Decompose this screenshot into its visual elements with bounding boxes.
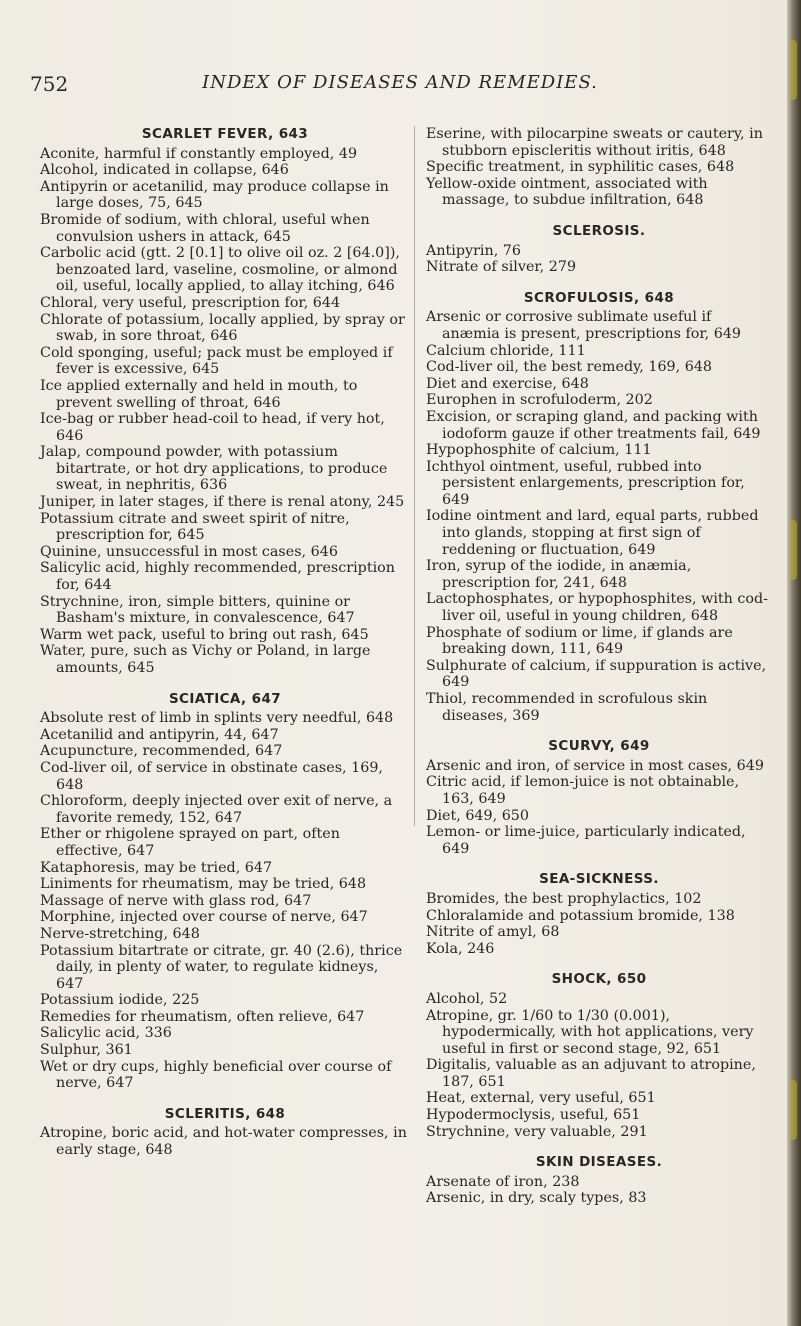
index-entry: Strychnine, very valuable, 291 bbox=[426, 1123, 648, 1140]
index-entry: Ice applied externally and held in mouth, to prevent swelling of throat, 646 bbox=[40, 377, 358, 411]
index-entry: Massage of nerve with glass rod, 647 bbox=[40, 892, 312, 909]
index-entry: Bromide of sodium, with chloral, useful when convulsion ushers in attack, 645 bbox=[40, 211, 370, 245]
index-entry: Arsenate of iron, 238 bbox=[426, 1173, 580, 1190]
index-section bbox=[426, 738, 772, 857]
column-divider bbox=[414, 126, 415, 826]
index-entry: Sulphur, 361 bbox=[40, 1042, 133, 1059]
index-entry: Europhen in scrofuloderm, 202 bbox=[426, 392, 653, 409]
index-section bbox=[426, 126, 772, 209]
index-entry: Aconite, harmful if constantly employed, 49 bbox=[40, 145, 358, 162]
index-entry: Hypophosphite of calcium, 111 bbox=[426, 442, 652, 459]
index-entry: Nitrate of silver, 279 bbox=[426, 259, 577, 276]
page-header bbox=[30, 68, 770, 108]
index-entry: Arsenic, in dry, scaly types, 83 bbox=[426, 1190, 647, 1207]
index-entry: Potassium bitartrate or citrate, gr. 40 (2.6), thrice daily, in plenty of water, to regulate kidneys, 647 bbox=[40, 942, 403, 992]
index-section bbox=[40, 1106, 410, 1159]
index-entry: Jalap, compound powder, with potassium bitartrate, or hot dry applications, to produce sweat, in nephritis, 636 bbox=[40, 444, 388, 494]
index-entry: Diet, 649, 650 bbox=[426, 807, 529, 824]
section-heading: SCARLET FEVER, 643 bbox=[141, 126, 309, 142]
index-entry: Quinine, unsuccessful in most cases, 646 bbox=[40, 543, 338, 560]
index-entry: Acetanilid and antipyrin, 44, 647 bbox=[40, 726, 279, 743]
index-entry: Cod-liver oil, the best remedy, 169, 648 bbox=[426, 359, 713, 376]
section-heading: SCLERITIS, 648 bbox=[164, 1105, 286, 1122]
index-entry: Calcium chloride, 111 bbox=[426, 342, 586, 359]
index-entry: Lemon- or lime-juice, particularly indicated, 649 bbox=[426, 824, 746, 857]
index-entry: Ice-bag or rubber head-coil to head, if very hot, 646 bbox=[40, 411, 385, 444]
index-entry: Water, pure, such as Vichy or Poland, in large amounts, 645 bbox=[40, 643, 371, 676]
left-column bbox=[40, 126, 410, 1173]
index-section bbox=[426, 223, 772, 276]
index-entry: Digitalis, valuable as an adjuvant to atropine, 187, 651 bbox=[426, 1057, 756, 1090]
index-entry: Chlorate of potassium, locally applied, by spray or swab, in sore throat, 646 bbox=[40, 311, 405, 345]
index-entry: Antipyrin, 76 bbox=[426, 242, 521, 259]
edge-stain bbox=[789, 520, 797, 580]
index-entry: Chloral, very useful, prescription for, 644 bbox=[40, 294, 341, 311]
index-entry: Bromides, the best prophylactics, 102 bbox=[426, 890, 702, 907]
index-entry: Juniper, in later stages, if there is renal atony, 245 bbox=[40, 494, 405, 511]
index-section bbox=[40, 691, 410, 1092]
index-entry: Arsenic or corrosive sublimate useful if anæmia is present, prescriptions for, 649 bbox=[426, 309, 742, 342]
index-entry: Arsenic and iron, of service in most cases, 649 bbox=[426, 757, 764, 774]
index-entry: Nerve-stretching, 648 bbox=[40, 925, 200, 942]
index-entry: Specific treatment, in syphilitic cases, 648 bbox=[426, 159, 735, 176]
section-heading: SCLEROSIS. bbox=[552, 222, 646, 239]
index-entry: Cod-liver oil, of service in obstinate cases, 169, 648 bbox=[40, 759, 383, 793]
index-entry: Acupuncture, recommended, 647 bbox=[40, 743, 283, 760]
index-entry: Citric acid, if lemon-juice is not obtainable, 163, 649 bbox=[426, 774, 740, 807]
index-entry: Diet and exercise, 648 bbox=[426, 375, 589, 392]
index-section bbox=[426, 1154, 772, 1207]
index-entry: Chloralamide and potassium bromide, 138 bbox=[426, 907, 735, 924]
index-section bbox=[426, 871, 772, 957]
index-entry: Remedies for rheumatism, often relieve, 647 bbox=[40, 1008, 365, 1025]
section-heading: SCIATICA, 647 bbox=[168, 690, 282, 707]
index-entry: Heat, external, very useful, 651 bbox=[426, 1090, 656, 1107]
index-section bbox=[40, 126, 410, 677]
index-entry: Lactophosphates, or hypophosphites, with cod-liver oil, useful in young children, 648 bbox=[426, 591, 769, 625]
index-entry: Eserine, with pilocarpine sweats or cautery, in stubborn episcleritis without iritis, 648 bbox=[426, 126, 763, 159]
index-entry: Thiol, recommended in scrofulous skin diseases, 369 bbox=[426, 691, 708, 724]
index-entry: Iron, syrup of the iodide, in anæmia, prescription for, 241, 648 bbox=[426, 558, 692, 591]
index-entry: Yellow-oxide ointment, associated with massage, to subdue infiltration, 648 bbox=[426, 175, 708, 209]
index-entry: Carbolic acid (gtt. 2 [0.1] to olive oil oz. 2 [64.0]), benzoated lard, vaseline, cosmoline, or almond oil, useful, locally applied, to allay itching, 646 bbox=[40, 245, 400, 295]
index-entry: Atropine, boric acid, and hot-water compresses, in early stage, 648 bbox=[40, 1125, 407, 1159]
index-entry: Wet or dry cups, highly beneficial over course of nerve, 647 bbox=[40, 1058, 392, 1092]
index-entry: Warm wet pack, useful to bring out rash, 645 bbox=[40, 626, 369, 643]
page-number: 752 bbox=[30, 72, 69, 96]
index-entry: Hypodermoclysis, useful, 651 bbox=[426, 1107, 641, 1124]
index-entry: Phosphate of sodium or lime, if glands are breaking down, 111, 649 bbox=[426, 624, 733, 658]
index-section bbox=[426, 971, 772, 1140]
index-entry: Iodine ointment and lard, equal parts, rubbed into glands, stopping at first sign of reddening or fluctuation, 649 bbox=[426, 508, 759, 558]
index-entry: Excision, or scraping gland, and packing with iodoform gauze if other treatments fail, 649 bbox=[426, 408, 761, 442]
book-spine-edge bbox=[787, 0, 801, 1326]
section-heading: SHOCK, 650 bbox=[551, 971, 647, 988]
index-entry: Cold sponging, useful; pack must be employed if fever is excessive, 645 bbox=[40, 344, 393, 378]
index-entry: Atropine, gr. 1/60 to 1/30 (0.001), hypodermically, with hot applications, very useful in first or second stage, 92, 651 bbox=[426, 1007, 754, 1057]
index-entry: Absolute rest of limb in splints very needful, 648 bbox=[40, 710, 394, 727]
index-section bbox=[426, 290, 772, 724]
index-entry: Alcohol, 52 bbox=[426, 990, 508, 1007]
index-entry: Morphine, injected over course of nerve, 647 bbox=[40, 909, 368, 926]
index-entry: Ether or rhigolene sprayed on part, often effective, 647 bbox=[40, 826, 340, 859]
index-entry: Potassium iodide, 225 bbox=[40, 992, 200, 1009]
edge-stain bbox=[789, 40, 797, 100]
index-entry: Nitrite of amyl, 68 bbox=[426, 924, 560, 941]
index-entry: Antipyrin or acetanilid, may produce collapse in large doses, 75, 645 bbox=[40, 178, 389, 212]
section-heading: SCURVY, 649 bbox=[548, 738, 650, 755]
index-entry: Alcohol, indicated in collapse, 646 bbox=[40, 162, 289, 179]
section-heading: SKIN DISEASES. bbox=[535, 1154, 663, 1171]
index-entry: Kataphoresis, may be tried, 647 bbox=[40, 859, 273, 876]
index-entry: Strychnine, iron, simple bitters, quinine or Basham's mixture, in convalescence, 647 bbox=[40, 593, 355, 627]
index-entry: Ichthyol ointment, useful, rubbed into persistent enlargements, prescription for, 649 bbox=[426, 458, 745, 508]
section-heading: SEA-SICKNESS. bbox=[539, 871, 659, 888]
running-title: INDEX OF DISEASES AND REMEDIES. bbox=[202, 72, 598, 93]
right-column bbox=[426, 126, 772, 1221]
index-entry: Kola, 246 bbox=[426, 940, 495, 957]
index-entry: Salicylic acid, 336 bbox=[40, 1025, 172, 1042]
index-entry: Liniments for rheumatism, may be tried, 648 bbox=[40, 876, 367, 893]
index-entry: Potassium citrate and sweet spirit of nitre, prescription for, 645 bbox=[40, 510, 350, 544]
index-entry: Salicylic acid, highly recommended, prescription for, 644 bbox=[40, 560, 395, 594]
index-entry: Sulphurate of calcium, if suppuration is active, 649 bbox=[426, 657, 767, 691]
section-heading: SCROFULOSIS, 648 bbox=[523, 289, 675, 306]
index-entry: Chloroform, deeply injected over exit of nerve, a favorite remedy, 152, 647 bbox=[40, 793, 393, 826]
edge-stain bbox=[789, 1080, 797, 1140]
